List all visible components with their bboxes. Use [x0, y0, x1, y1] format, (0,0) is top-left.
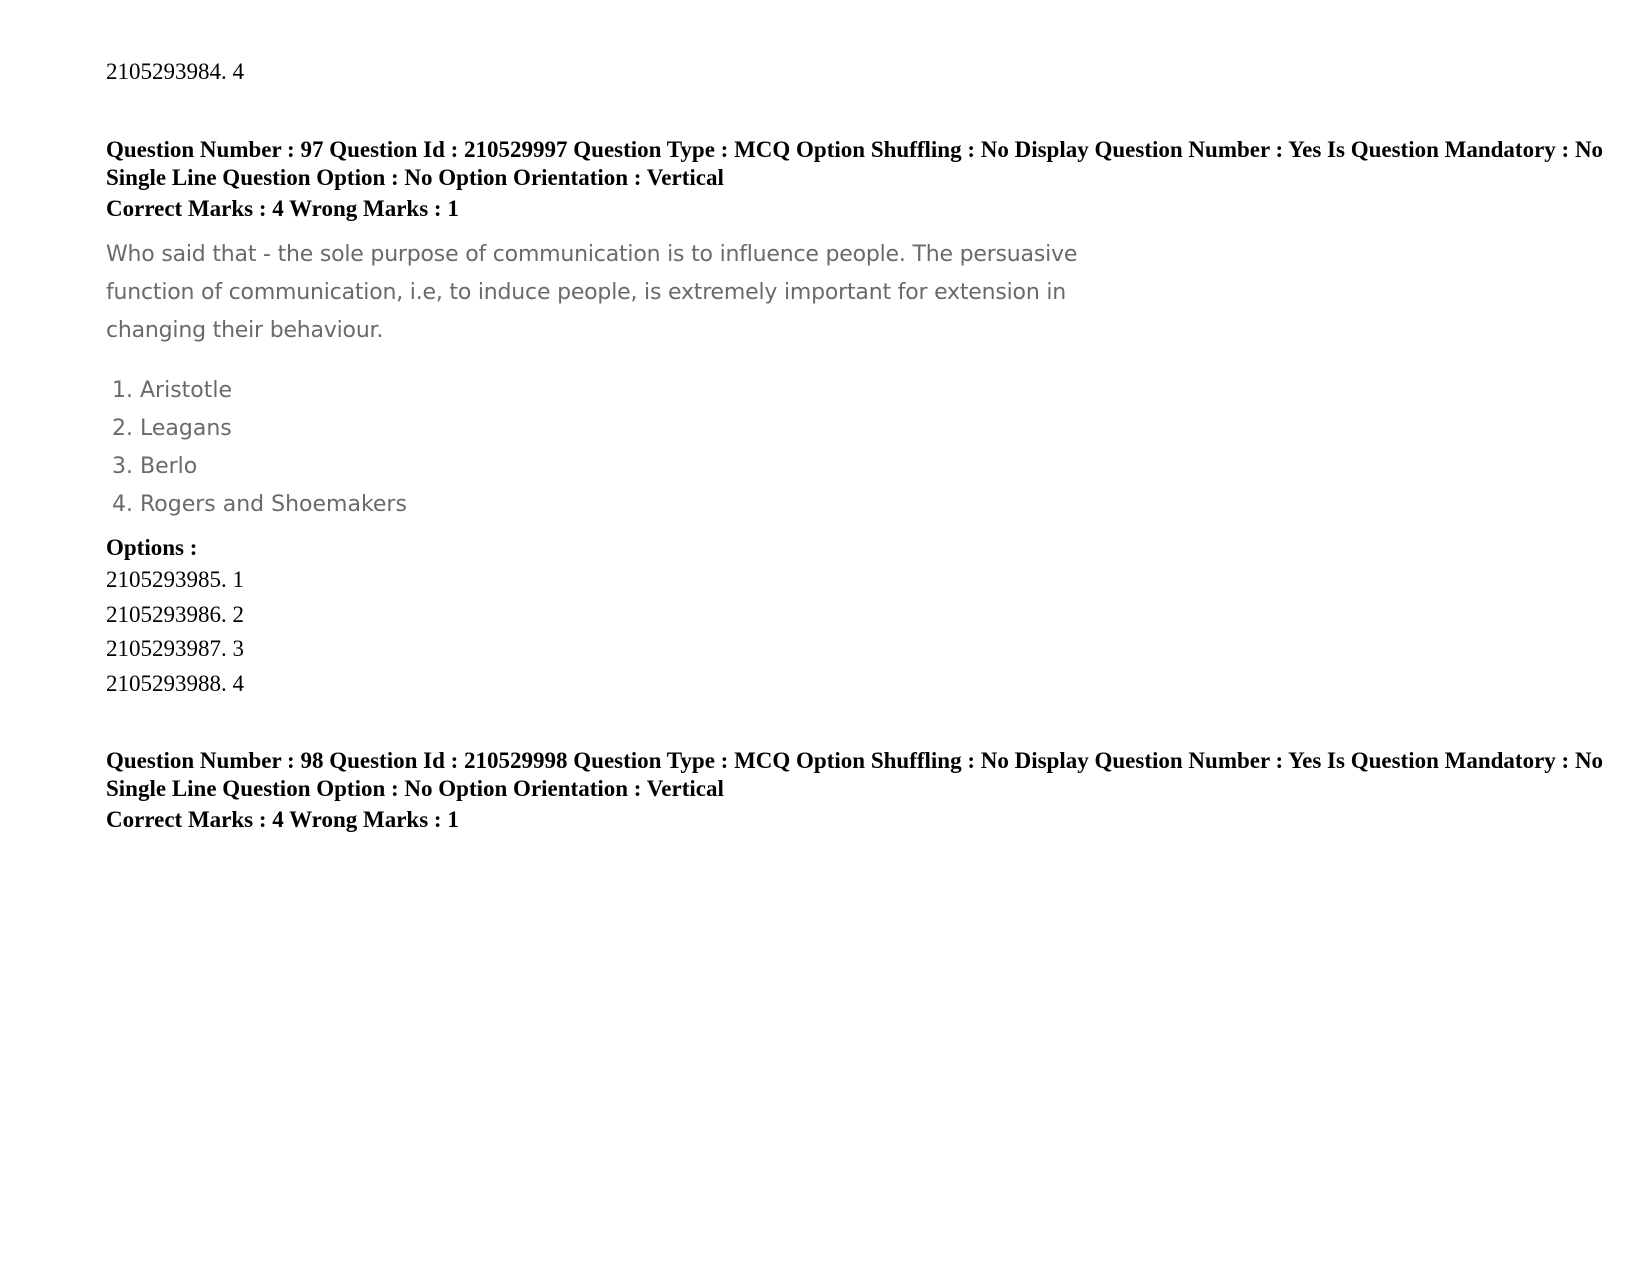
question-97-option-2: 2105293986. 2: [106, 601, 244, 627]
question-97-option-list: [106, 563, 244, 701]
question-98-header: Question Number : 98 Question Id : 210529998 Question Type : MCQ Option Shuffling : No Display Question Number : Yes Is Question Mandatory : No Single Line Question Option : No Option Orientation : Vertical: [106, 748, 1604, 801]
question-98-marks: Correct Marks : 4 Wrong Marks : 1: [106, 807, 459, 832]
question-97-option-1: 2105293985. 1: [106, 567, 244, 592]
question-97-text: Who said that - the sole purpose of communication is to influence people. The persuasive function of communication, i.e, to induce people, is extremely important for extension in changing their behaviour.: [106, 242, 1078, 343]
previous-option-line: 2105293984. 4: [106, 59, 244, 84]
question-97-choice-2: 2. Leagans: [112, 416, 232, 441]
question-97-image: [106, 236, 1116, 524]
question-97-option-3: 2105293987. 3: [106, 636, 244, 661]
question-97-choices: [106, 372, 1116, 524]
question-97-option-4: 2105293988. 4: [106, 670, 244, 696]
question-97-options-label: Options :: [106, 535, 198, 560]
question-97-choice-1: 1. Aristotle: [112, 378, 233, 403]
question-97-marks: Correct Marks : 4 Wrong Marks : 1: [106, 196, 459, 221]
question-97-choice-4: 4. Rogers and Shoemakers: [112, 492, 407, 517]
question-97-header: Question Number : 97 Question Id : 210529997 Question Type : MCQ Option Shuffling : No Display Question Number : Yes Is Question Mandatory : No Single Line Question Option : No Option Orientation : Vertical: [106, 137, 1604, 190]
question-97-choice-3: 3. Berlo: [112, 454, 198, 479]
